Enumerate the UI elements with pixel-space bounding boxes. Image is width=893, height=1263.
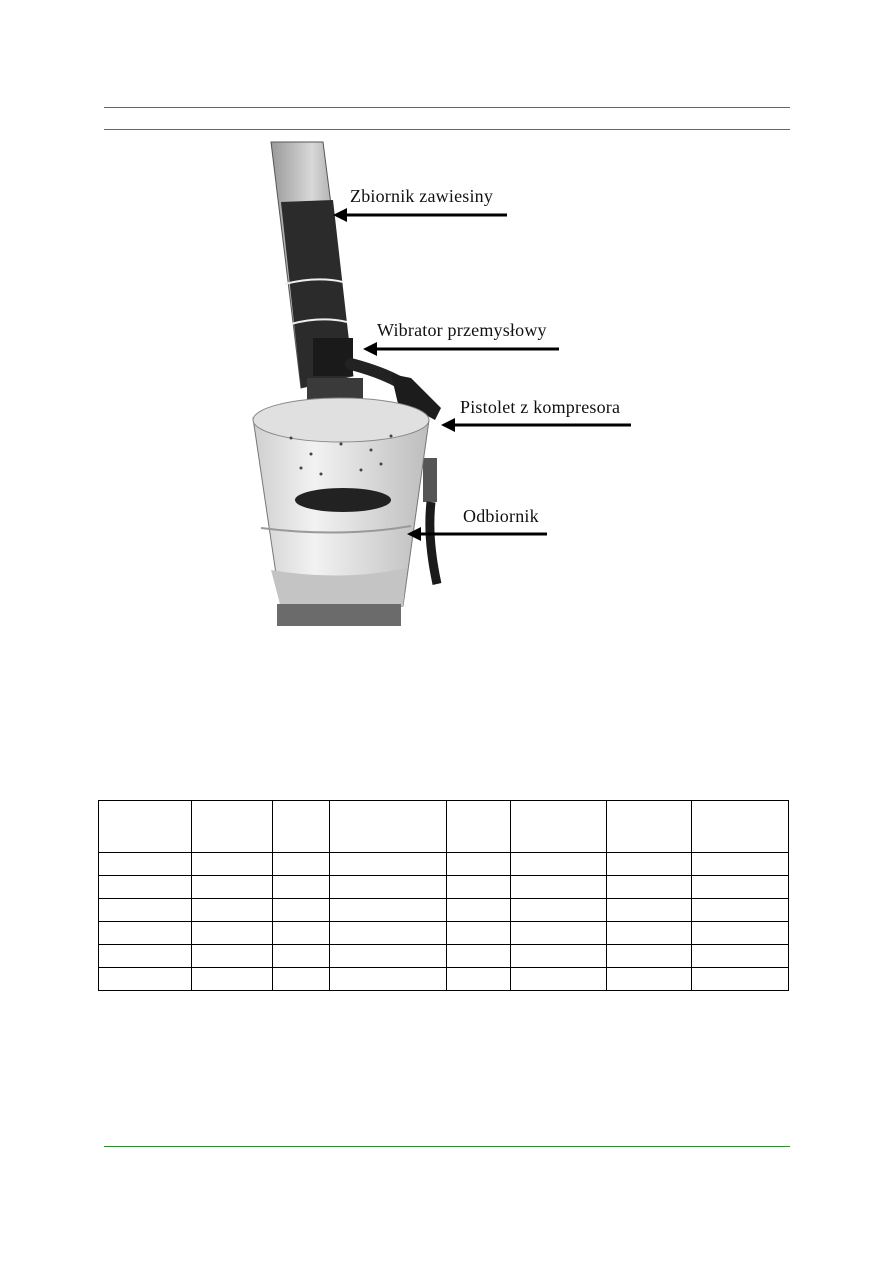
table-cell: [447, 899, 511, 922]
table-row: [99, 945, 789, 968]
table-cell: [447, 945, 511, 968]
table-cell: [447, 922, 511, 945]
table-cell: [192, 899, 273, 922]
table-cell: [692, 945, 789, 968]
table-cell: [330, 853, 447, 876]
table-cell: [330, 922, 447, 945]
table-cell: [192, 876, 273, 899]
data-table: [98, 800, 789, 991]
table-row: [99, 876, 789, 899]
table-cell: [99, 899, 192, 922]
table-cell: [511, 968, 607, 991]
label-tank: Zbiornik zawiesiny: [350, 186, 494, 206]
table-row: [99, 899, 789, 922]
table-cell: [447, 876, 511, 899]
table-header-cell: [192, 801, 273, 853]
table-cell: [99, 945, 192, 968]
label-vibrator: Wibrator przemysłowy: [377, 320, 547, 340]
table-cell: [692, 876, 789, 899]
table-cell: [511, 945, 607, 968]
table-cell: [607, 945, 692, 968]
table-header-cell: [273, 801, 330, 853]
table-header-row: [99, 801, 789, 853]
table-cell: [273, 876, 330, 899]
table-cell: [330, 876, 447, 899]
table-cell: [99, 922, 192, 945]
header-rule-top: [104, 107, 790, 108]
table-header-cell: [447, 801, 511, 853]
table-cell: [273, 968, 330, 991]
table-cell: [273, 945, 330, 968]
table-cell: [99, 968, 192, 991]
label-gun: Pistolet z kompresora: [460, 397, 621, 417]
header-rule-bottom: [104, 129, 790, 130]
label-receiver: Odbiornik: [463, 506, 539, 526]
table-header-cell: [330, 801, 447, 853]
table-cell: [192, 968, 273, 991]
table-cell: [511, 922, 607, 945]
table-cell: [99, 853, 192, 876]
table-row: [99, 922, 789, 945]
table-cell: [511, 876, 607, 899]
table-header-cell: [692, 801, 789, 853]
table-cell: [330, 899, 447, 922]
table-header-cell: [607, 801, 692, 853]
table-cell: [192, 922, 273, 945]
table-cell: [692, 853, 789, 876]
table-cell: [447, 968, 511, 991]
table-cell: [692, 899, 789, 922]
table-cell: [511, 899, 607, 922]
table-row: [99, 853, 789, 876]
table-header-cell: [99, 801, 192, 853]
table-cell: [607, 899, 692, 922]
table-cell: [273, 922, 330, 945]
table-cell: [607, 922, 692, 945]
footer-rule: [104, 1146, 790, 1147]
table-cell: [447, 853, 511, 876]
apparatus-photo: [251, 138, 641, 626]
table-cell: [607, 968, 692, 991]
table-cell: [511, 853, 607, 876]
table-cell: [273, 853, 330, 876]
table-cell: [330, 968, 447, 991]
table-cell: [607, 853, 692, 876]
table-header-cell: [511, 801, 607, 853]
table-cell: [692, 922, 789, 945]
table-cell: [692, 968, 789, 991]
table-row: [99, 968, 789, 991]
table-cell: [330, 945, 447, 968]
table-cell: [607, 876, 692, 899]
table-cell: [273, 899, 330, 922]
vibrator: [313, 338, 353, 376]
table-cell: [192, 853, 273, 876]
table-cell: [192, 945, 273, 968]
table-cell: [99, 876, 192, 899]
